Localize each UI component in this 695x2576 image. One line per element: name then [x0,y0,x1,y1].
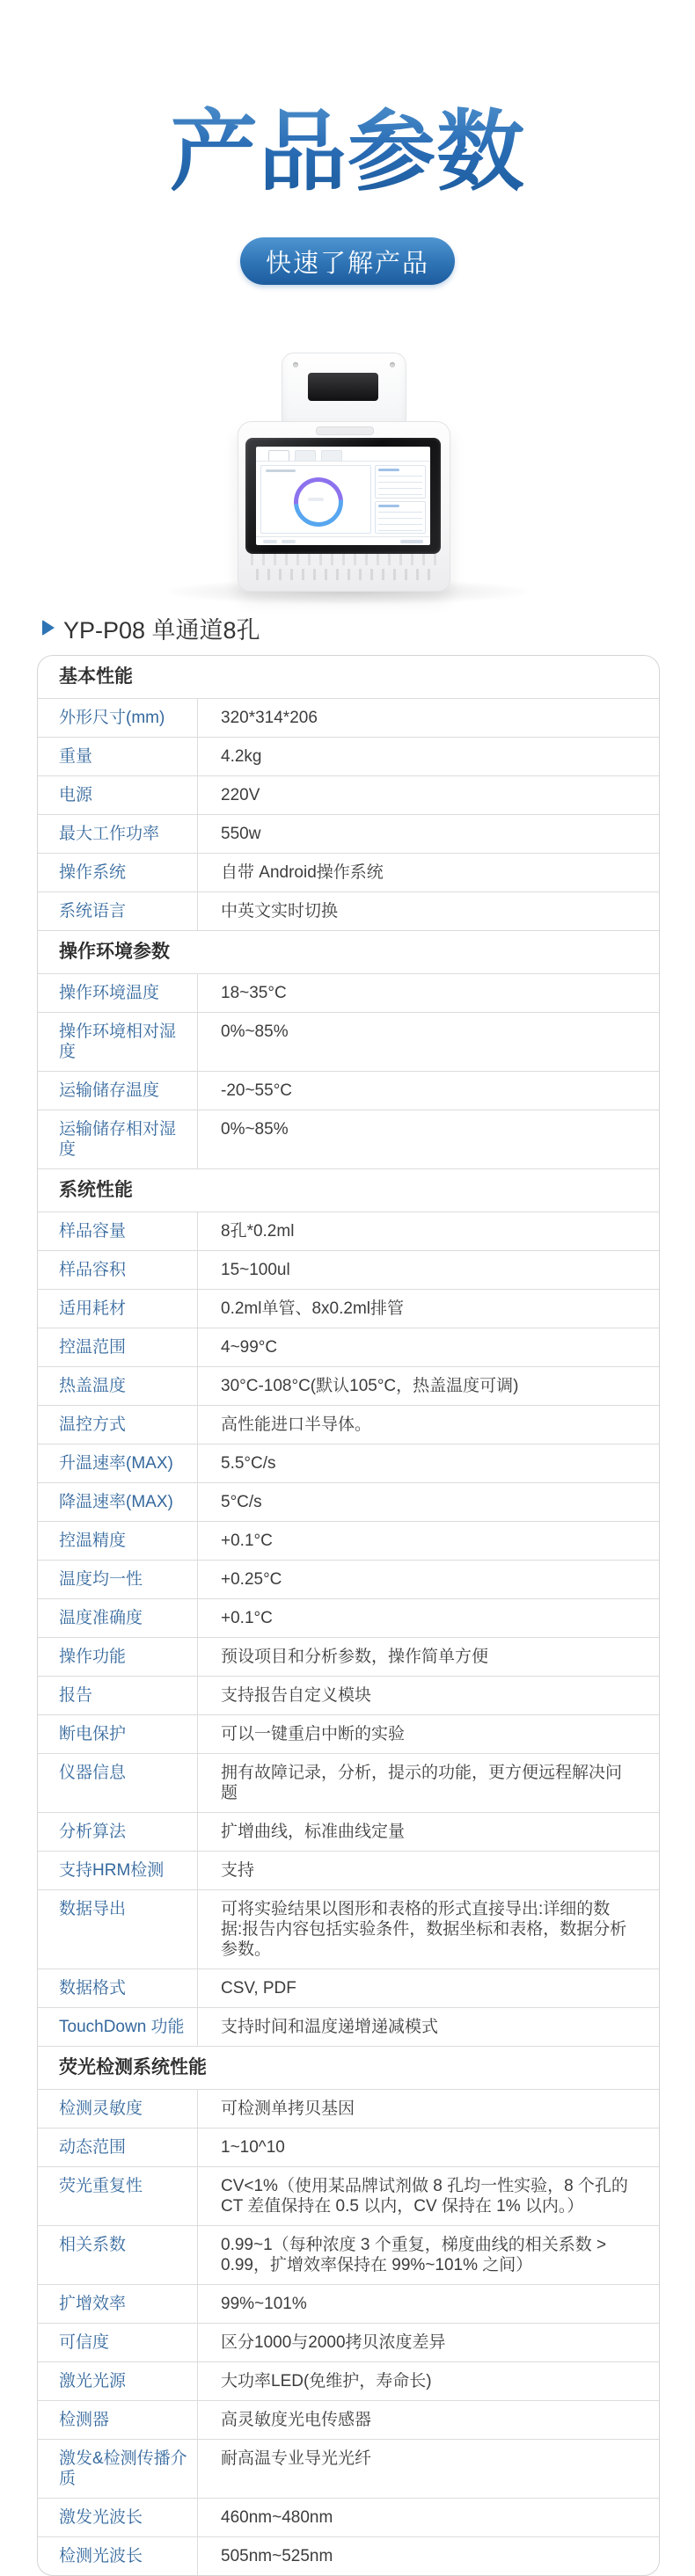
spec-row [38,2007,659,2046]
lid-screw [293,362,298,367]
spec-row [38,1637,659,1676]
screen-tab [295,450,316,461]
spec-label: 数据格式 [38,1969,198,2007]
spec-value: 大功率LED(免维护，寿命长) [221,2372,432,2390]
spec-label: 检测灵敏度 [38,2090,198,2128]
section-header-row: 荧光检测系统性能 [38,2046,659,2089]
spec-label: 检测器 [38,2401,198,2439]
spec-row [38,1598,659,1637]
device-vents [251,552,437,582]
spec-value: 0.2ml单管、8x0.2ml排管 [221,1299,404,1318]
spec-value: 15~100ul [221,1261,290,1279]
spec-value: 220V [221,786,260,804]
spec-label: 降温速率(MAX) [38,1483,198,1521]
spec-value: 460nm~480nm [221,2508,333,2527]
spec-value: 1~10^10 [221,2138,285,2157]
spec-label: 温度准确度 [38,1599,198,1637]
spec-value: 可以一键重启中断的实验 [221,1725,406,1743]
spec-value: 8孔*0.2ml [221,1222,295,1241]
spec-value: 高性能进口半导体。 [221,1415,372,1434]
spec-row [38,2400,659,2439]
spec-label: 操作功能 [38,1638,198,1676]
spec-value: 0.99~1（每种浓度 3 个重复，梯度曲线的相关系数 > 0.99，扩增效率保持在 99%~101% 之间） [221,2236,607,2274]
spec-label: 断电保护 [38,1715,198,1753]
spec-value: 505nm~525nm [221,2547,333,2565]
spec-value: 区分1000与2000拷贝浓度差异 [221,2333,446,2352]
device-screen-bezel [245,438,441,554]
spec-value: 99%~101% [221,2295,307,2313]
spec-value: 支持时间和温度递增递减模式 [221,2018,439,2036]
spec-row [38,698,659,737]
screen-chart-panel [260,465,371,534]
screen-caption-line [266,469,296,472]
spec-row [38,1012,659,1071]
ring-center-label [308,498,324,501]
spec-label: 样品容积 [38,1251,198,1289]
spec-value: 5°C/s [221,1493,262,1511]
spec-value: 可检测单拷贝基因 [221,2099,355,2118]
spec-label: 重量 [38,738,198,775]
spec-label: 激发&检测传播介质 [38,2440,198,2498]
spec-row [38,1714,659,1753]
spec-row [38,2361,659,2400]
spec-value: 0%~85% [221,1022,289,1041]
spec-row [38,1250,659,1289]
spec-label: 控温精度 [38,1522,198,1560]
progress-ring [284,468,354,537]
model-heading [42,611,695,644]
spec-value: +0.25°C [221,1570,282,1589]
section-header-row: 基本性能 [59,666,133,687]
spec-label: 系统语言 [38,892,198,930]
spec-value: 自带 Android操作系统 [221,863,384,882]
spec-label: 动态范围 [38,2128,198,2166]
device-screen [256,447,430,545]
spec-row [38,2439,659,2498]
screen-tab [321,450,342,461]
spec-label: 最大工作功率 [38,815,198,853]
spec-label: 控温范围 [38,1328,198,1366]
spec-value: 高灵敏度光电传感器 [221,2411,372,2429]
spec-label: 升温速率(MAX) [38,1444,198,1482]
spec-row [38,891,659,930]
spec-value: 550w [221,825,261,843]
spec-row [38,1812,659,1851]
spec-row [38,2498,659,2536]
spec-row [38,853,659,891]
spec-row [38,737,659,775]
spec-value: -20~55°C [221,1081,293,1100]
spec-row [38,814,659,853]
screen-tab-bar [256,447,430,462]
spec-value: CSV, PDF [221,1979,296,1997]
spec-value: +0.1°C [221,1532,273,1550]
spec-value: 30°C-108°C(默认105°C，热盖温度可调) [221,1377,519,1395]
spec-label: 操作系统 [38,854,198,891]
spec-value: 支持 [221,1861,255,1880]
spec-row [38,1968,659,2007]
spec-row [38,2536,659,2575]
spec-row [38,1328,659,1366]
spec-value: +0.1°C [221,1609,273,1627]
spec-value: 扩增曲线，标准曲线定量 [221,1823,406,1841]
spec-row [38,2225,659,2284]
product-image [0,339,695,603]
spec-table [37,655,660,2576]
spec-label: 外形尺寸(mm) [38,699,198,737]
spec-row [38,2166,659,2225]
spec-label: 激发光波长 [38,2499,198,2536]
spec-row [38,2128,659,2166]
spec-value: 支持报告自定义模块 [221,1686,372,1705]
spec-row [38,1889,659,1968]
spec-label: 检测光波长 [38,2537,198,2575]
spec-row [38,2089,659,2128]
screen-info-box [375,465,426,498]
spec-row [38,1753,659,1812]
spec-row [38,2323,659,2361]
spec-row [38,1110,659,1168]
spec-value: 中英文实时切换 [221,902,339,921]
spec-value: 5.5°C/s [221,1454,276,1473]
spec-row [38,1851,659,1889]
spec-value: 拥有故障记录，分析，提示的功能，更方便远程解决问题 [221,1764,623,1802]
spec-label: 温控方式 [38,1406,198,1444]
spec-label: TouchDown 功能 [38,2008,198,2046]
model-heading-text: YP-P08 单通道8孔 [63,616,260,644]
spec-label: 扩增效率 [38,2285,198,2323]
spec-row [38,973,659,1012]
device-body [238,421,450,592]
spec-label: 可信度 [38,2324,198,2361]
spec-row [38,1366,659,1405]
lid-screw [390,362,395,367]
spec-row [38,1289,659,1328]
spec-label: 支持HRM检测 [38,1852,198,1889]
spec-label: 温度均一性 [38,1561,198,1598]
spec-label: 运输储存相对湿度 [38,1110,198,1168]
spec-label: 数据导出 [38,1890,198,1968]
section-header-row: 系统性能 [38,1168,659,1212]
spec-row [38,1071,659,1110]
lid-slot [308,373,378,401]
section-header-row: 操作环境参数 [38,930,659,973]
spec-label: 适用耗材 [38,1290,198,1328]
spec-label: 操作环境相对湿度 [38,1013,198,1071]
page-title: 产品参数 [0,104,695,199]
spec-value: 18~35°C [221,984,287,1002]
spec-label: 激光光源 [38,2362,198,2400]
spec-label: 电源 [38,776,198,814]
spec-row [38,2284,659,2323]
device-latch [316,426,374,435]
spec-row [38,1444,659,1482]
spec-label: 样品容量 [38,1212,198,1250]
spec-row [38,1212,659,1250]
spec-value: CV<1%（使用某品牌试剂做 8 孔均一性实验，8 个孔的 CT 差值保持在 0.5 以内，CV 保持在 1% 以内。） [221,2177,628,2216]
spec-value: 320*314*206 [221,709,318,727]
spec-label: 报告 [38,1677,198,1714]
spec-row [38,1405,659,1444]
spec-label: 相关系数 [38,2226,198,2284]
spec-value: 可将实验结果以图形和表格的形式直接导出:详细的数据:报告内容包括实验条件，数据坐标和表格，数据分析参数。 [221,1900,627,1959]
spec-row [38,1676,659,1714]
spec-value: 4.2kg [221,747,262,766]
spec-label: 仪器信息 [38,1754,198,1812]
spec-label: 运输储存温度 [38,1072,198,1110]
spec-row [38,1560,659,1598]
spec-value: 0%~85% [221,1120,289,1139]
screen-tab [268,450,289,461]
screen-info-box [375,501,426,535]
screen-status-bar [256,536,430,545]
spec-label: 分析算法 [38,1813,198,1851]
spec-value: 4~99°C [221,1338,278,1357]
triangle-bullet-icon [42,620,55,636]
spec-row [38,1521,659,1560]
spec-row [38,1482,659,1521]
spec-value: 预设项目和分析参数，操作简单方便 [221,1648,489,1666]
spec-value: 耐高温专业导光光纤 [221,2449,372,2468]
spec-label: 热盖温度 [38,1367,198,1405]
spec-row [38,775,659,814]
spec-label: 荧光重复性 [38,2167,198,2225]
spec-label: 操作环境温度 [38,974,198,1012]
quick-view-button[interactable]: 快速了解产品 [240,237,455,285]
